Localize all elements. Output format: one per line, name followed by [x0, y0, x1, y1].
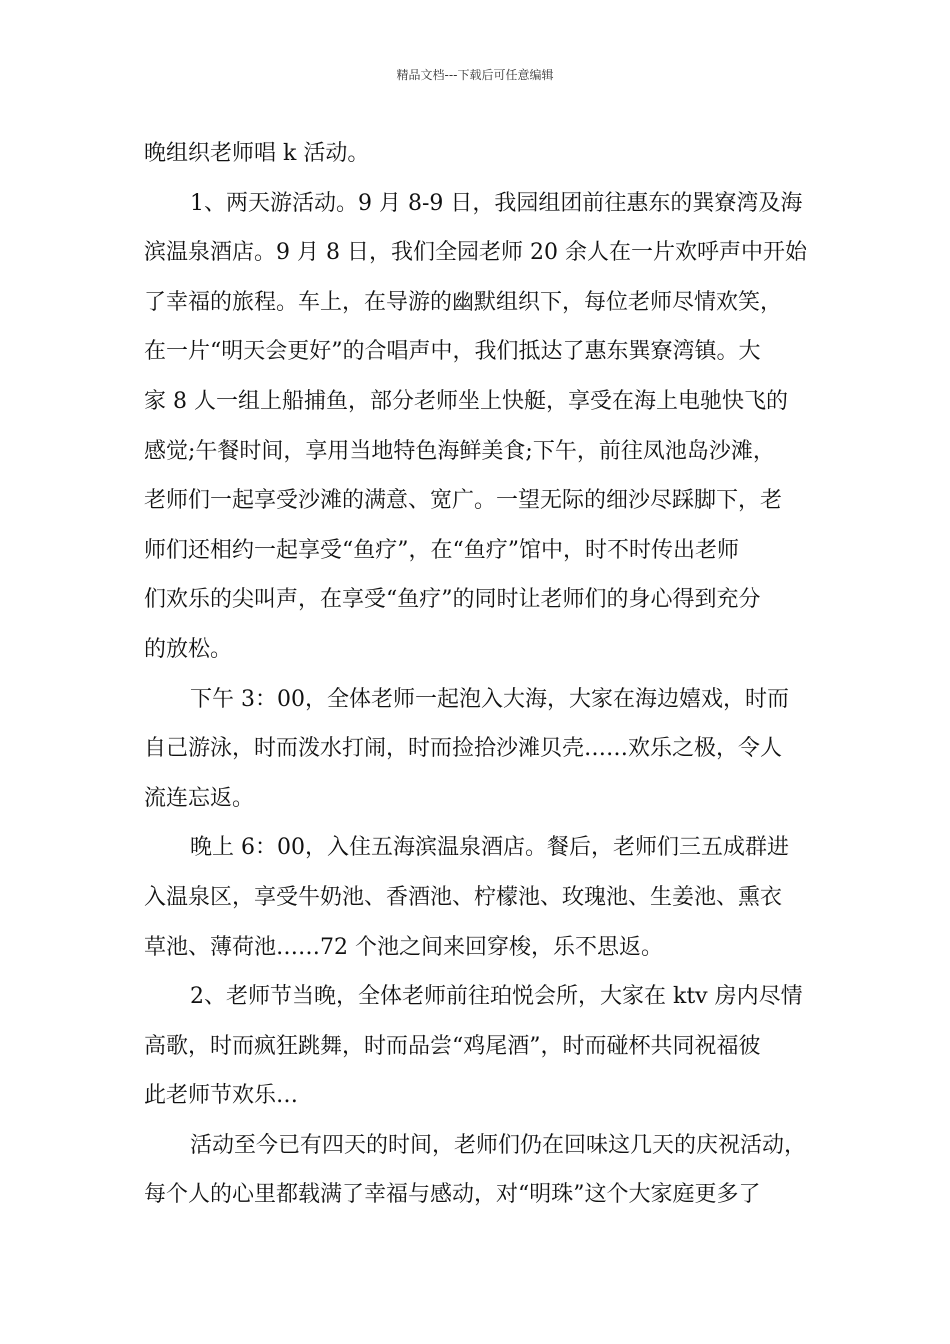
text-line: 每个人的心里都载满了幸福与感动，对“明珠”这个大家庭更多了 — [144, 1182, 761, 1208]
text-line: 的放松。 — [144, 636, 233, 662]
text-line: 2、老师节当晚，全体老师前往珀悦会所，大家在 ktv 房内尽情 — [190, 984, 803, 1010]
text-line: 草池、薄荷池……72 个池之间来回穿梭，乐不思返。 — [144, 934, 663, 960]
text-line: 滨温泉酒店。9 月 8 日，我们全园老师 20 余人在一片欢呼声中开始 — [144, 240, 807, 266]
text-line: 感觉;午餐时间，享用当地特色海鲜美食;下午，前往凤池岛沙滩， — [144, 438, 775, 464]
text-line: 活动至今已有四天的时间，老师们仍在回味这几天的庆祝活动， — [190, 1132, 807, 1158]
document-body — [144, 129, 834, 1220]
text-line: 自己游泳，时而泼水打闹，时而捡拾沙滩贝壳……欢乐之极，令人 — [144, 736, 783, 762]
text-line: 在一片“明天会更好”的合唱声中，我们抵达了惠东巽寮湾镇。大 — [144, 339, 761, 365]
text-line: 入温泉区，享受牛奶池、香酒池、柠檬池、玫瑰池、生姜池、熏衣 — [144, 884, 783, 910]
text-line: 们欢乐的尖叫声，在享受“鱼疗”的同时让老师们的身心得到充分 — [144, 587, 761, 613]
text-line: 了幸福的旅程。车上，在导游的幽默组织下，每位老师尽情欢笑， — [144, 289, 783, 315]
text-line: 师们还相约一起享受“鱼疗”，在“鱼疗”馆中，时不时传出老师 — [144, 537, 739, 563]
text-line: 1、两天游活动。9 月 8-9 日，我园组团前往惠东的巽寮湾及海 — [190, 190, 803, 216]
text-line: 流连忘返。 — [144, 785, 255, 811]
text-line: 下午 3：00，全体老师一起泡入大海，大家在海边嬉戏，时而 — [190, 686, 789, 712]
text-line: 老师们一起享受沙滩的满意、宽广。一望无际的细沙尽踩脚下，老 — [144, 488, 783, 514]
text-line: 晚组织老师唱 k 活动。 — [144, 141, 370, 166]
page-header: 精品文档---下载后可任意编辑 — [396, 68, 554, 82]
text-line: 高歌，时而疯狂跳舞，时而品尝“鸡尾酒”，时而碰杯共同祝福彼 — [144, 1033, 761, 1059]
text-line: 晚上 6：00，入住五海滨温泉酒店。餐后，老师们三五成群进 — [190, 835, 789, 861]
text-line: 家 8 人一组上船捕鱼，部分老师坐上快艇，享受在海上电驰快飞的 — [144, 388, 788, 414]
text-line: 此老师节欢乐… — [144, 1083, 299, 1109]
